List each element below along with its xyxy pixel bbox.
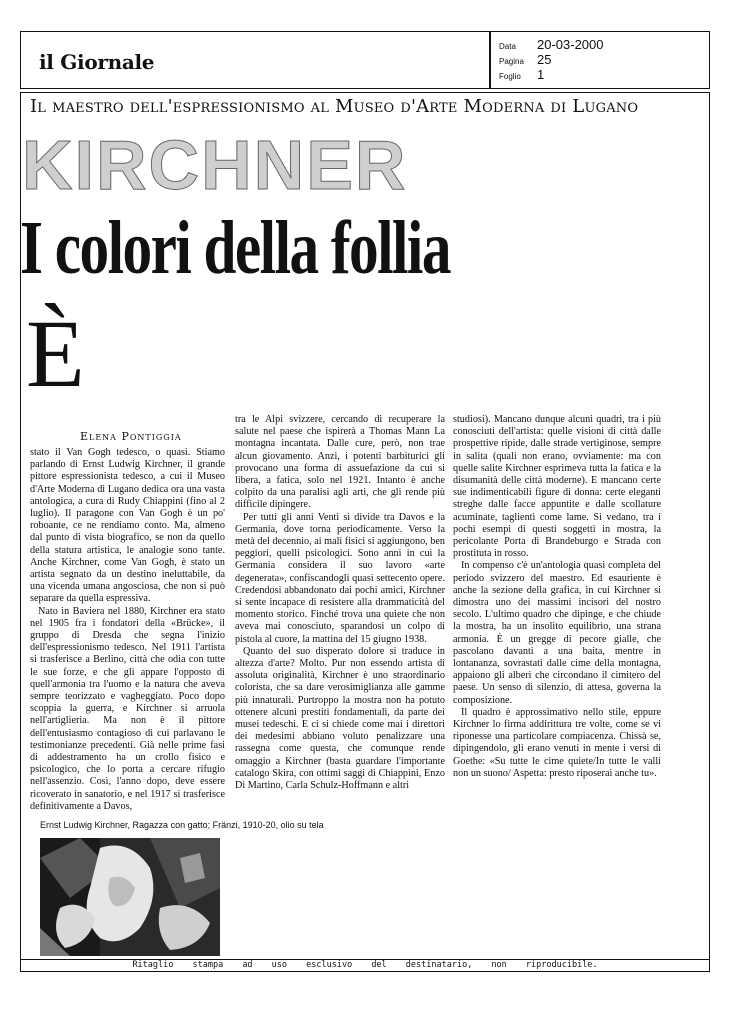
sheet-value: 1 bbox=[537, 67, 545, 82]
paragraph: stato il Van Gogh tedesco, o quasi. Stiamo parlando di Ernst Ludwig Kirchner, il grande pittore espressionista tedesco, a cui il Museo d'Arte Moderna di Lugano dedica ora una vasta antologica, a cura di Rudy Chiappini (fino al 2 luglio). Il paragone con Van Gogh è un po' roboante, ce ne rendiamo conto. Ma, almeno dal punto di vista biografico, se non da quello della statura artistica, le analogie sono tante. Anche Kirchner, come Van Gogh, è stato un artista segnato da un destino ineluttabile, da una vicenda umana angosciosa, che non si può separare da quella espressiva. bbox=[30, 447, 225, 605]
article-kicker: Il maestro dell'espressionismo al Museo d'Arte Moderna di Lugano bbox=[30, 96, 639, 117]
paragraph: Per tutti gli anni Venti si divide tra Davos e la Germania, dove torna periodicamente. Verso la metà del decennio, ai mali fisici si aggiungono, ben peggiori, quelli psicologici. Sono anni in cui la Germania considera il suo lavoro «arte degenerata», confiscandogli quasi settecento opere. Credendosi abbandonato dai pochi amici, Kirchner si sente incapace di resistere alla drammaticità del momento storico. Finché trova una quiete che non aveva mai conosciuto, sparandosi un colpo di pistola al cuore, la mattina del 15 giugno 1938. bbox=[235, 511, 445, 645]
paragraph: studiosi). Mancano dunque alcuni quadri, tra i più conosciuti dell'artista: quelle visioni di città dalle prospettive ripide, dalle strade vertiginose, sempre in salita (quali non erano, ovviamente: ma con quelle salite Kirchner esprimeva tutta la fatica e la disumanità delle città moderne). E mancano certe sue indimenticabili figure di donna: certe eleganti streghe dalle facce appuntite e dalle scollature acuminate, taglienti come lame. Si vedano, tra i pochi esempi di questi soggetti in mostra, la pericolante Porta di Brandeburgo e Strada con prostituta in rosso. bbox=[453, 414, 661, 560]
byline: Elena Pontiggia bbox=[80, 430, 182, 443]
clipping-meta-box bbox=[490, 31, 710, 89]
footer-notice: Ritaglio stampa ad uso esclusivo del destinatario, non riproducibile. bbox=[20, 960, 710, 972]
drop-cap: È bbox=[26, 300, 85, 407]
paragraph: Quanto del suo disperato dolore si traduce in altezza d'arte? Molto. Pur non essendo artista di assoluta originalità, Kirchner è uno straordinario colorista, che sa dare verosimiglianza alle gamme più innaturali. Purtroppo la mostra non ha potuto ottenere alcuni prestiti fondamentali, da parte dei musei tedeschi. E ci si chiede come mai i direttori dei medesimi abbiano voluto penalizzare una rassegna come questa, che comunque rende omaggio a Kirchner (basta guardare l'importante catalogo Skira, con ottimi saggi di Chiappini, Enzo Di Martino, Carla Schulz-Hoffmann e altri bbox=[235, 645, 445, 792]
masthead-box bbox=[20, 31, 490, 89]
photo-caption: Ernst Ludwig Kirchner, Ragazza con gatto; Fränzi, 1910-20, olio su tela bbox=[40, 820, 324, 830]
headline: I colori della follia bbox=[20, 206, 450, 290]
sheet-label: Foglio bbox=[499, 72, 521, 81]
page-label: Pagina bbox=[499, 57, 524, 66]
text-column-1 bbox=[30, 447, 225, 813]
paragraph: Nato in Baviera nel 1880, Kirchner era stato nel 1905 fra i fondatori della «Brücke», il gruppo di Dresda che segna l'inizio dell'espressionismo tedesco. Nel 1911 l'artista si trasferisce a Berlino, città che odia con tutte le sue forze, e che gli appare l'opposto di quell'armonia tra l'uomo e la natura che aveva sempre teorizzato e vagheggiato. Poco dopo scoppia la guerra, e Kirchner si arruola nell'artiglieria. Ma non è il pittore dell'entusiasmo contagioso di cui parlavano le testimonianze precedenti. Già nelle prime fasi di addestramento ha un crollo fisico e psicologico, che lo porta a cercare rifugio nell'assenzio. Così, l'anno dopo, deve essere ricoverato in sanatorio, e nel 1917 si trasferisce definitivamente a Davos, bbox=[30, 605, 225, 812]
date-label: Data bbox=[499, 42, 516, 51]
painting-image bbox=[40, 838, 220, 956]
sheet-row bbox=[499, 66, 544, 84]
text-column-3 bbox=[453, 414, 661, 780]
date-value: 20-03-2000 bbox=[537, 37, 604, 52]
paragraph: Il quadro è approssimativo nello stile, eppure Kirchner lo firma addirittura tre volte, come se vi riponesse una particolare compiacenza. Chissà se, dipingendolo, gli erano venuti in mente i versi di Goethe: «Su tutte le cime quiete/In tutte le valli non un suono/ Aspetta: presto riposerai anche tu». bbox=[453, 706, 661, 779]
paragraph: tra le Alpi svizzere, cercando di recuperare la salute nel paese che ispirerà a Thomas Mann La montagna incantata. Dalle cure, però, non trae alcun giovamento. Anzi, i potenti barbiturici gli provocano una forma di assuefazione da cui si libera, a fatica, solo nel 1921. Intanto è anche colpito da una paralisi agli arti, che gli rende più difficile dipingere. bbox=[235, 414, 445, 511]
name-banner: KIRCHNER bbox=[22, 126, 408, 204]
text-column-2 bbox=[235, 414, 445, 792]
newspaper-logo: il Giornale bbox=[39, 50, 155, 74]
paragraph: In compenso c'è un'antologia quasi completa del periodo svizzero del maestro. Ed esauriente è anche la sezione della grafica, in cui Kirchner si dimostra uno dei massimi incisori del nostro secolo. L'ultimo quadro che dipinge, e che chiude la mostra, ha un insolito equilibrio, una strana armonia. È un gregge di pecore gialle, che pascolano davanti a una baita, mentre in lontananza, sovrastati dalle cime della montagna, appaiono gli alberi che circondano il cimitero del paese. Un senso di silenzio, di attesa, governa la composizione. bbox=[453, 560, 661, 706]
page-value: 25 bbox=[537, 52, 552, 67]
